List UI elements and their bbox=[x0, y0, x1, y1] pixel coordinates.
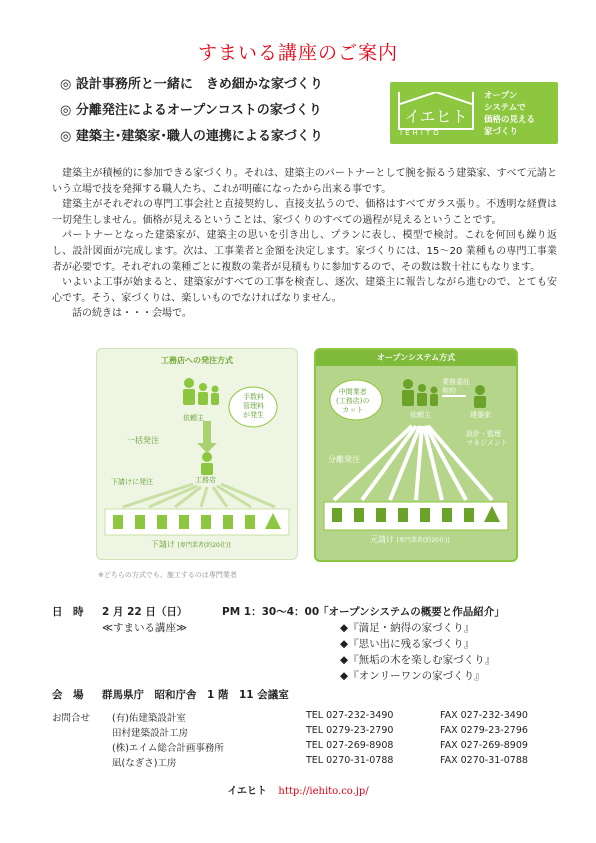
contact-tel: TEL 0270-31-0788 bbox=[306, 755, 394, 766]
contractor-method-panel bbox=[96, 348, 298, 560]
lump-order-label: 一括発注 bbox=[127, 436, 159, 445]
client-label: 依頼主 bbox=[410, 411, 431, 419]
paragraph: 話の続きは・・・会場で。 bbox=[72, 308, 192, 320]
contact-name: (株)エイム総合計画事務所 bbox=[112, 743, 224, 754]
feature-item: ◎ 設計事務所と一緒に きめ細かな家づくり bbox=[60, 77, 323, 92]
feature-item: ◎ 建築主･建築家･職人の連携による家づくり bbox=[60, 129, 323, 144]
paragraph: パートナーとなった建築家が、建築主の思いを引き出し、プランに表し、模型で検討。これを何回も繰り返し、設計図面が完成します。次は、工事業者と金額を決定します。家づくりには、15～20 業種もの専門工事業者が必要です。それぞれの業種ごとに複数の業者が見積もりに参加するので、その数は数十社にもなります。 bbox=[52, 230, 557, 273]
diagram-note: ※どちらの方式でも、施工するのは専門業者 bbox=[98, 571, 237, 579]
date-label: 日 時 bbox=[52, 606, 84, 618]
contact-tel: TEL 027-269-8908 bbox=[306, 740, 394, 751]
contact-fax: FAX 027-232-3490 bbox=[440, 710, 528, 721]
iehito-logo bbox=[390, 82, 558, 144]
website-link[interactable]: http://iehito.co.jp/ bbox=[278, 786, 369, 797]
house-logo-icon bbox=[398, 92, 474, 130]
feature-item: ◎ 分離発注によるオープンコストの家づくり bbox=[60, 103, 322, 118]
manage-label: 設計・監理 マネジメント bbox=[466, 430, 508, 447]
intro-text bbox=[52, 166, 557, 322]
footer bbox=[0, 782, 596, 797]
cut-bubble: 中間業者 (工務店)の カット bbox=[336, 388, 370, 414]
paragraph: 建築主がそれぞれの専門工事会社と直接契約し、直接支払うので、価格はすべてガラス張り。不透明な経費は一切発生しません。価格が見えるということは、家づくりのすべての過程が見えるということです。 bbox=[52, 199, 557, 226]
event-subtitle: 「オープンシステムの概要と作品紹介」 bbox=[318, 606, 505, 618]
contact-tel: TEL 0279-23-2790 bbox=[306, 725, 394, 736]
subcontract-label: 下請けに発注 bbox=[111, 478, 153, 486]
topic-item: ◆『無垢の木を楽しむ家づくり』 bbox=[340, 654, 496, 666]
open-system-panel bbox=[314, 348, 518, 562]
architect-label: 建築家 bbox=[470, 411, 491, 419]
contact-tel: TEL 027-232-3490 bbox=[306, 710, 394, 721]
logo-sub: IEHITO bbox=[400, 129, 442, 137]
course-name: ≪すまいる講座≫ bbox=[102, 622, 187, 634]
paragraph: いよいよ工事が始まると、建築家がすべての工事を検査し、逐次、建築主に報告しながら進むので、とても安心です。そう、家づくりは、楽しいものでなければなりません。 bbox=[52, 277, 557, 304]
venue: 群馬県庁 昭和庁舎 1 階 11 会議室 bbox=[102, 689, 289, 701]
topic-item: ◆『オンリーワンの家づくり』 bbox=[340, 670, 485, 682]
client-label: 依頼主 bbox=[183, 414, 204, 422]
paragraph: 建築主が積極的に参加できる家づくり。それは、建築主のパートナーとして腕を振るう建築家、すべて元請という立場で技を発揮する職人たち、これが明確になったから出来る事です。 bbox=[52, 168, 557, 195]
builder-label: 工務店 bbox=[195, 476, 216, 484]
order-method-diagram bbox=[96, 348, 514, 568]
panel-title: オープンシステム方式 bbox=[316, 350, 516, 366]
panel-title: 工務店への発注方式 bbox=[161, 356, 233, 365]
contact-fax: FAX 027-269-8909 bbox=[440, 740, 528, 751]
venue-label: 会 場 bbox=[52, 689, 84, 701]
event-date: 2 月 22 日（日） bbox=[102, 606, 188, 618]
contact-name: 凪(なぎさ)工房 bbox=[112, 758, 177, 769]
contact-fax: FAX 0270-31-0788 bbox=[440, 755, 528, 766]
svg-text:イエヒト: イエヒト bbox=[404, 107, 468, 126]
event-time: PM 1：30～4：00 bbox=[222, 606, 320, 618]
topic-item: ◆『思い出に残る家づくり』 bbox=[340, 638, 475, 650]
contractor-flow-icon bbox=[97, 349, 297, 559]
topic-item: ◆『満足・納得の家づくり』 bbox=[340, 622, 475, 634]
contact-label: お問合せ bbox=[52, 713, 91, 724]
logo-tagline: オープン システムで 価格の見える 家づくり bbox=[484, 91, 536, 137]
contract-label: 業務委託 契約 bbox=[442, 378, 470, 395]
feature-list bbox=[60, 74, 380, 152]
separate-order-label: 分離発注 bbox=[328, 455, 360, 464]
footer-brand: イエヒト bbox=[227, 786, 267, 797]
contact-fax: FAX 0279-23-2796 bbox=[440, 725, 528, 736]
contact-name: (有)佑建築設計室 bbox=[112, 713, 186, 724]
contact-name: 田村建築設計工房 bbox=[112, 728, 189, 739]
fee-bubble: 手数料 管理料 が発生 bbox=[243, 393, 264, 419]
bottom-label: 元請け [専門業者(約20社)] bbox=[370, 535, 450, 544]
page-title: すまいる講座のご案内 bbox=[197, 42, 398, 64]
bottom-label: 下請け [専門業者(約20社)] bbox=[151, 540, 231, 549]
